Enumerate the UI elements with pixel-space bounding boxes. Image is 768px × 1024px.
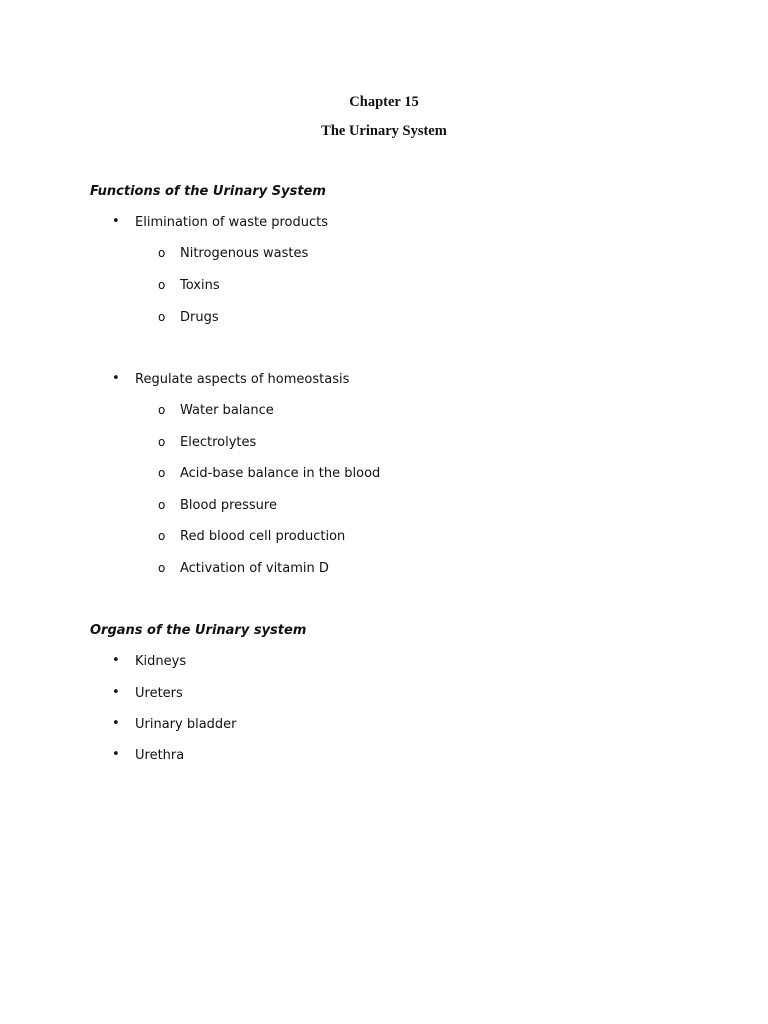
list-item-label: Elimination of waste products: [135, 215, 328, 230]
sub-list-item-label: Water balance: [180, 403, 274, 418]
hollow-bullet-icon: o: [158, 561, 166, 575]
hollow-bullet-icon: o: [158, 435, 166, 449]
hollow-bullet-icon: o: [158, 403, 166, 417]
section-title-functions: Functions of the Urinary System: [90, 184, 326, 199]
chapter-number: Chapter 15: [349, 94, 419, 110]
sub-list-item-label: Red blood cell production: [180, 529, 346, 544]
list-item-label: Regulate aspects of homeostasis: [135, 372, 350, 387]
chapter-title: The Urinary System: [321, 123, 447, 139]
bullet-icon: •: [112, 371, 120, 386]
hollow-bullet-icon: o: [158, 246, 166, 260]
sub-list-item-label: Activation of vitamin D: [180, 561, 329, 576]
hollow-bullet-icon: o: [158, 529, 166, 543]
bullet-icon: •: [112, 685, 120, 700]
sub-list-item-label: Toxins: [180, 278, 220, 293]
sub-list-item-label: Drugs: [180, 310, 219, 325]
sub-list-item-label: Acid-base balance in the blood: [180, 466, 381, 481]
section-title-organs: Organs of the Urinary system: [90, 623, 307, 638]
hollow-bullet-icon: o: [158, 278, 166, 292]
bullet-icon: •: [112, 214, 120, 229]
hollow-bullet-icon: o: [158, 498, 166, 512]
hollow-bullet-icon: o: [158, 310, 166, 324]
list-item-label: Ureters: [135, 686, 183, 701]
sub-list-item-label: Electrolytes: [180, 435, 257, 450]
list-item-label: Kidneys: [135, 654, 187, 669]
list-item-label: Urinary bladder: [135, 717, 237, 732]
sub-list-item-label: Blood pressure: [180, 498, 277, 513]
bullet-icon: •: [112, 747, 120, 762]
bullet-icon: •: [112, 716, 120, 731]
sub-list-item-label: Nitrogenous wastes: [180, 246, 309, 261]
bullet-icon: •: [112, 653, 120, 668]
list-item-label: Urethra: [135, 748, 185, 763]
hollow-bullet-icon: o: [158, 466, 166, 480]
